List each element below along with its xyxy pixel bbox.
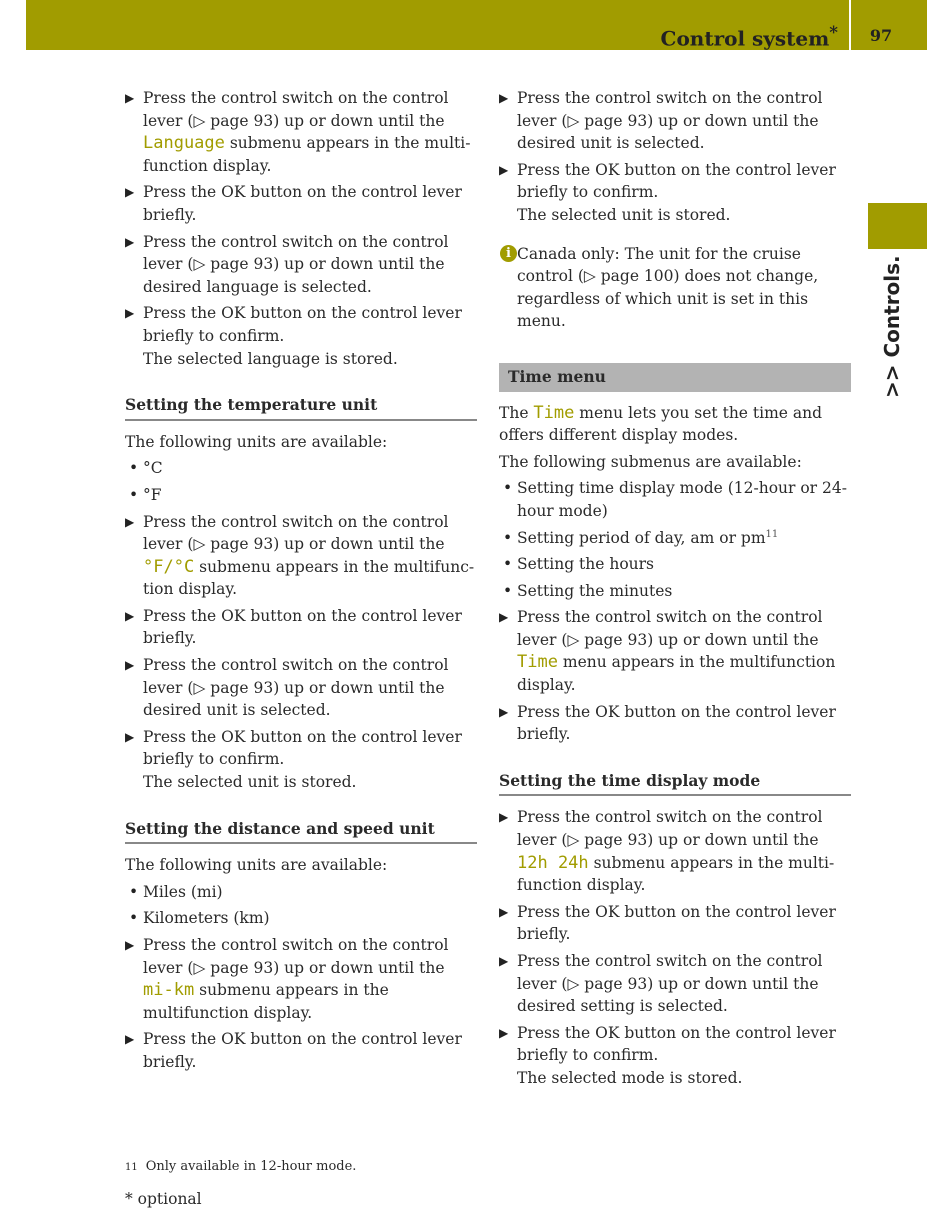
paragraph: The following submenus are available: [499, 452, 802, 471]
step-arrow-icon: ▶ [125, 658, 135, 673]
chapter-tab [868, 203, 927, 249]
section-heading-temperature: Setting the temperature unit [125, 394, 477, 421]
page-number: 97 [869, 26, 893, 45]
optional-note: * optional [125, 1190, 202, 1208]
step-arrow-icon: ▶ [125, 729, 135, 744]
instruction-step: ▶ Press the control switch on the control lever (▷ page 93) up or down until the desired unit is selected. [499, 89, 823, 153]
chapter-label: >> Controls. [880, 255, 904, 398]
instruction-step: ▶ Press the control switch on the control lever (▷ page 93) up or down until the desired setting is selected. [499, 952, 823, 1016]
step-arrow-icon: ▶ [125, 234, 135, 249]
section-heading-distance: Setting the distance and speed unit [125, 818, 477, 845]
instruction-step: ▶ Press the OK button on the control lever briefly. [499, 902, 836, 944]
list-item: • Setting time display mode (12-hour or 24-hour mode) [503, 479, 847, 520]
step-arrow-icon: ▶ [499, 1025, 509, 1040]
menu-term: °F/°C [143, 556, 195, 577]
instruction-step: ▶ Press the OK button on the control lever briefly to confirm. The selected unit is stored. [499, 160, 836, 224]
list-item: • Setting the hours [503, 555, 655, 574]
list-item: • Miles (mi) [129, 882, 223, 901]
instruction-step: ▶ Press the OK button on the control lever briefly to confirm. The selected language is stored. [125, 304, 462, 368]
step-arrow-icon: ▶ [125, 938, 135, 952]
menu-term: Time [517, 652, 558, 673]
instruction-step: ▶ Press the OK button on the control lever briefly to confirm. The selected unit is stored. [125, 727, 462, 792]
step-arrow-icon: ▶ [499, 810, 509, 825]
step-arrow-icon: ▶ [499, 704, 509, 719]
instruction-step: ▶ Press the control switch on the control lever (▷ page 93) up or down until the mi-km submenu appears in the multifunction display. [125, 936, 449, 1022]
paragraph: The Time menu lets you set the time and offers different display modes. [499, 402, 823, 445]
step-arrow-icon: ▶ [499, 954, 509, 968]
list-item: • Kilometers (km) [129, 909, 270, 928]
menu-term: 12h 24h [517, 852, 589, 873]
footnote-ref: 11 [765, 528, 779, 540]
step-arrow-icon: ▶ [499, 162, 509, 177]
paragraph: The following units are available: [125, 432, 388, 451]
instruction-step: ▶ Press the control switch on the control lever (▷ page 93) up or down until the Language submenu appears in the multi-function display. [125, 89, 471, 175]
step-arrow-icon: ▶ [125, 1032, 135, 1047]
step-arrow-icon: ▶ [125, 306, 135, 321]
right-column [499, 87, 851, 1094]
instruction-step: ▶ Press the OK button on the control lever briefly. [499, 702, 836, 744]
info-icon: i [500, 245, 517, 262]
menu-term: Language [143, 133, 225, 154]
list-item: • Setting period of day, am or $pm^{11}$ [503, 528, 779, 547]
step-arrow-icon: ▶ [125, 514, 135, 529]
page-title: Control system* [660, 22, 838, 51]
instruction-step: ▶ Press the control switch on the control lever (▷ page 93) up or down until the desired language is selected. [125, 232, 449, 296]
list-item: • °F [129, 485, 162, 504]
footnote-number: 11 [125, 1162, 138, 1173]
left-column [125, 87, 477, 1078]
info-note: i Canada only: The unit for the cruise control (▷ page 100) does not change, regardless of which unit is set in this menu. [499, 243, 851, 333]
instruction-step: ▶ Press the control switch on the control lever (▷ page 93) up or down until the °F/°C submenu appears in the multifunc-tion display. [125, 512, 475, 599]
step-arrow-icon: ▶ [499, 610, 509, 625]
instruction-step: ▶ Press the OK button on the control lever briefly to confirm. The selected mode is stored. [499, 1023, 836, 1087]
step-arrow-icon: ▶ [499, 91, 509, 105]
instruction-step: ▶ Press the control switch on the control lever (▷ page 93) up or down until the desired unit is selected. [125, 656, 449, 720]
instruction-step: ▶ Press the control switch on the control lever (▷ page 93) up or down until the Time menu appears in the multifunction display. [499, 608, 836, 695]
list-item: • °C [129, 459, 163, 478]
menu-term: mi-km [143, 980, 195, 1001]
paragraph: The following units are available: [125, 856, 388, 875]
instruction-step: ▶ Press the OK button on the control lever briefly. [125, 183, 462, 224]
instruction-step: ▶ Press the OK button on the control lever briefly. [125, 606, 462, 648]
instruction-step: ▶ Press the control switch on the control lever (▷ page 93) up or down until the 12h 24h submenu appears in the multi-function display. [499, 808, 835, 895]
footnote: 11 Only available in 12-hour mode. [125, 1159, 357, 1174]
step-arrow-icon: ▶ [125, 185, 135, 200]
list-item: • Setting the minutes [503, 581, 673, 600]
section-heading-time-mode: Setting the time display mode [499, 770, 851, 797]
step-arrow-icon: ▶ [125, 91, 135, 105]
step-arrow-icon: ▶ [499, 904, 509, 919]
instruction-step: ▶ Press the OK button on the control lever briefly. [125, 1030, 462, 1071]
menu-term: Time [533, 402, 575, 423]
time-menu-heading: Time menu [499, 363, 851, 392]
step-arrow-icon: ▶ [125, 608, 135, 623]
